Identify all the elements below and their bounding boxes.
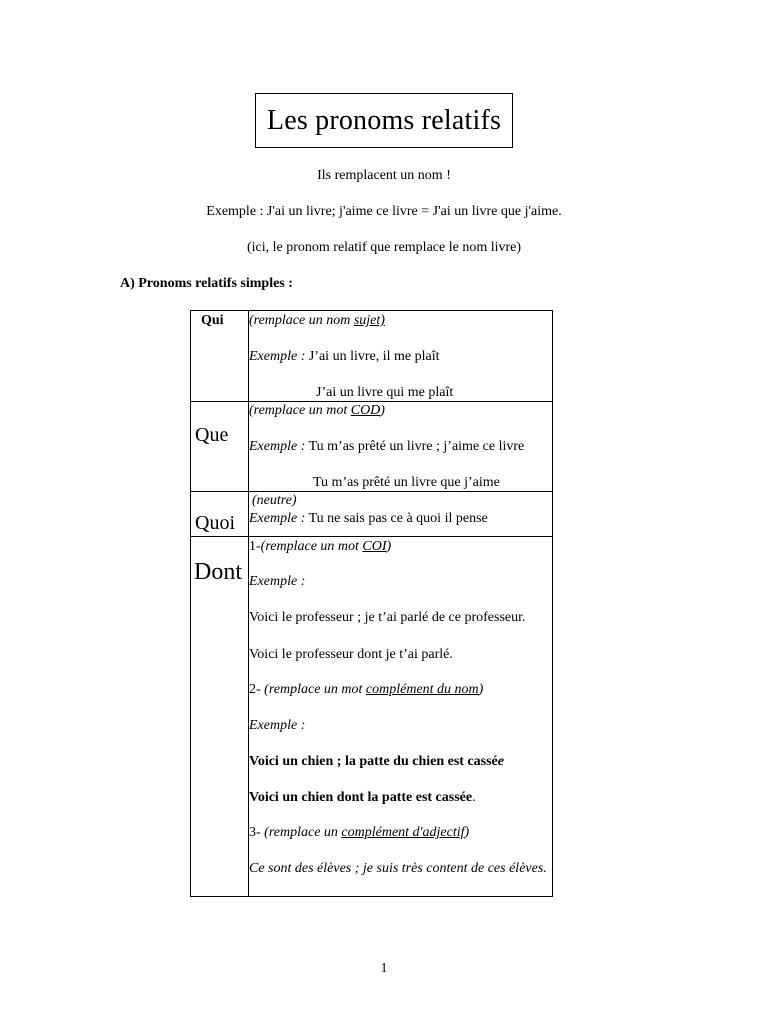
content-cell [249, 537, 553, 897]
table-row-que [191, 402, 553, 492]
content-cell [249, 402, 553, 492]
label-cell [191, 402, 249, 492]
label-cell [191, 311, 249, 402]
example-qui: Exemple : J’ai un livre, il me plaît [249, 349, 440, 364]
example-dont-2-line-2: Voici un chien dont la patte est cassée. [249, 790, 476, 805]
table-row-quoi [191, 492, 553, 537]
intro-line-1: Ils remplacent un nom ! [317, 168, 451, 183]
rule-dont-3: 3- (remplace un complément d'adjectif) [249, 825, 470, 840]
example-dont-1-line-1: Voici le professeur ; je t’ai parlé de ce professeur. [249, 610, 526, 625]
pronoun-label-quoi: Quoi [195, 512, 235, 534]
note-quoi: (neutre) [252, 493, 297, 508]
example-label-dont-1: Exemple : [249, 574, 306, 589]
table-row-dont [191, 537, 553, 897]
pronoun-label-que: Que [195, 424, 229, 446]
page-title: Les pronoms relatifs [255, 93, 513, 148]
rule-qui: (remplace un nom sujet) [249, 313, 385, 328]
example-dont-1-line-2: Voici le professeur dont je t’ai parlé. [249, 647, 453, 662]
content-cell [249, 311, 553, 402]
example-label-dont-2: Exemple : [249, 718, 306, 733]
rule-dont-1: 1-(remplace un mot COI) [249, 539, 392, 554]
example-quoi: Exemple : Tu ne sais pas ce à quoi il pense [249, 511, 488, 526]
page-number: 1 [380, 961, 388, 976]
result-que: Tu m’as prêté un livre que j’aime [313, 475, 500, 490]
intro-line-2: Exemple : J'ai un livre; j'aime ce livre = J'ai un livre que j'aime. [206, 204, 562, 219]
section-heading-a: A) Pronoms relatifs simples : [120, 276, 293, 291]
table-row-qui [191, 311, 553, 402]
example-que: Exemple : Tu m’as prêté un livre ; j’aime ce livre [249, 439, 525, 454]
rule-que: (remplace un mot COD) [249, 403, 385, 418]
label-cell [191, 492, 249, 537]
example-dont-3-line-1: Ce sont des élèves ; je suis très content de ces élèves. [249, 861, 547, 876]
label-cell [191, 537, 249, 897]
relative-pronouns-table [190, 310, 553, 897]
pronoun-label-qui: Qui [201, 313, 224, 328]
intro-line-3: (ici, le pronom relatif que remplace le nom livre) [246, 240, 522, 255]
rule-dont-2: 2- (remplace un mot complément du nom) [249, 682, 484, 697]
example-dont-2-line-1: Voici un chien ; la patte du chien est cassée [249, 754, 504, 769]
content-cell [249, 492, 553, 537]
pronoun-label-dont: Dont [194, 559, 242, 585]
result-qui: J’ai un livre qui me plaît [316, 385, 454, 400]
